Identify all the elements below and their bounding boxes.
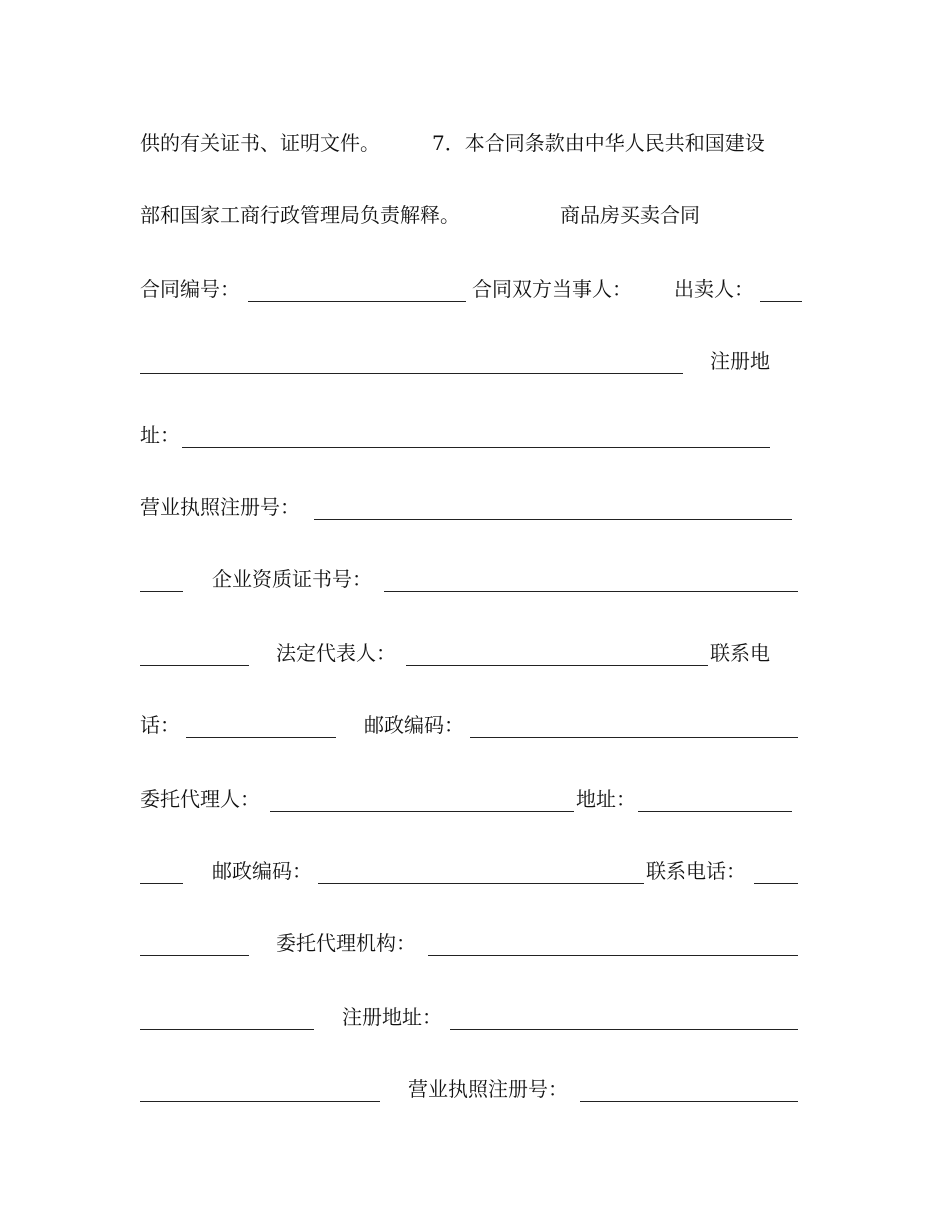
postal-code-label: 邮政编码： [364,713,464,737]
seller-field-continued[interactable] [140,373,683,374]
agent-address-label: 地址： [576,787,636,811]
agency-field[interactable] [428,955,798,956]
agency-field-cont[interactable] [140,1029,314,1030]
business-license-field[interactable] [314,519,792,520]
qualification-cert-field[interactable] [384,591,798,592]
text-line [140,710,820,740]
text-line [140,564,820,594]
qualification-cert-field-cont[interactable] [140,665,249,666]
clause-7-text: 7．本合同条款由中华人民共和国建设 [432,131,765,155]
text-line [140,638,820,668]
registered-address-label: 注册地 [710,349,770,373]
contract-number-label: 合同编号： [140,277,240,301]
agent-phone-field-cont[interactable] [140,955,249,956]
legal-rep-field[interactable] [406,665,708,666]
text-line [140,420,820,450]
business-license-label: 营业执照注册号： [140,495,300,519]
registered-address-field[interactable] [182,447,770,448]
text-line [140,274,820,304]
text-line [140,1002,820,1032]
legal-rep-label: 法定代表人： [276,641,396,665]
agent-label: 委托代理人： [140,787,260,811]
agent-address-field-cont[interactable] [140,883,183,884]
agent-address-field[interactable] [638,811,792,812]
contract-title: 商品房买卖合同 [560,203,700,227]
agent-postal-code-label: 邮政编码： [212,859,312,883]
agency-label: 委托代理机构： [276,931,416,955]
text-line [140,784,820,814]
text-line [140,492,820,522]
seller-field[interactable] [760,301,802,302]
parties-label: 合同双方当事人： [472,277,632,301]
text-line [140,200,820,230]
seller-label: 出卖人： [674,277,754,301]
text-line [140,346,820,376]
agency-license-field[interactable] [580,1101,798,1102]
contact-phone-field[interactable] [186,737,336,738]
agency-address-field-cont[interactable] [140,1101,380,1102]
qualification-cert-label: 企业资质证书号： [212,567,372,591]
text-line [140,928,820,958]
agency-address-label: 注册地址： [342,1005,442,1029]
clause-text: 供的有关证书、证明文件。 [140,131,380,155]
agent-phone-field[interactable] [754,883,798,884]
text-line [140,856,820,886]
contact-phone-label: 联系电 [710,641,770,665]
business-license-field-cont[interactable] [140,591,183,592]
contact-phone-label-cont: 话： [140,713,180,737]
contract-number-field[interactable] [248,301,466,302]
agent-field[interactable] [270,811,574,812]
agency-address-field[interactable] [450,1029,798,1030]
text-line [140,128,820,158]
clause-text: 部和国家工商行政管理局负责解释。 [140,203,460,227]
postal-code-field[interactable] [470,737,798,738]
agency-license-label: 营业执照注册号： [408,1077,568,1101]
agent-phone-label: 联系电话： [646,859,746,883]
text-line [140,1074,820,1104]
registered-address-label-cont: 址： [140,423,180,447]
agent-postal-code-field[interactable] [318,883,644,884]
